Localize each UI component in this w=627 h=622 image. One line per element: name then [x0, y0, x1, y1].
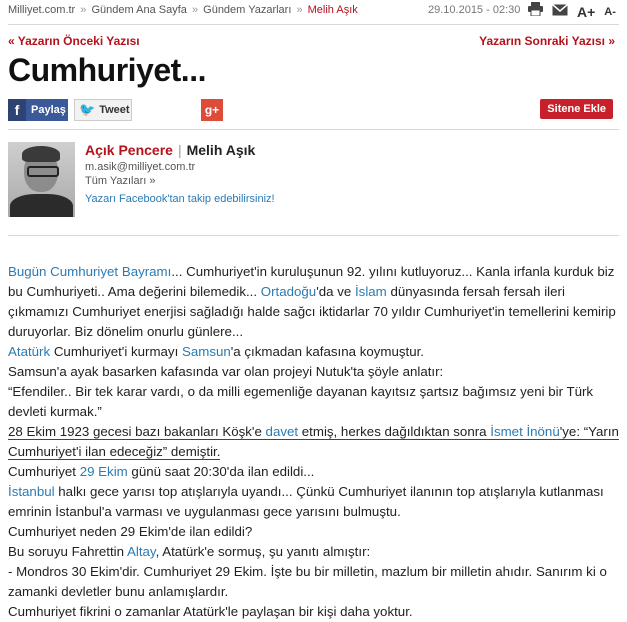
separator: |	[177, 142, 182, 158]
previous-post-link[interactable]: « Yazarın Önceki Yazısı	[8, 34, 140, 48]
twitter-icon: 🐦	[79, 102, 96, 117]
text: 'da ve	[316, 284, 355, 299]
article-link[interactable]: 29 Ekim	[79, 464, 128, 479]
article-link[interactable]: Altay	[127, 544, 156, 559]
paragraph	[8, 482, 620, 522]
article-link[interactable]: İsmet İnönü	[490, 424, 560, 439]
font-increase-button[interactable]: A+	[577, 3, 596, 20]
mail-icon[interactable]	[552, 3, 568, 21]
author-avatar[interactable]	[8, 142, 75, 217]
text: ... Cumhuriyet'in kuruluşunun 92. yılını kutluyoruz... Kanla irfanla kurduk biz bu Cumhuriyeti.. Ama değerini bilemedik...	[8, 264, 615, 299]
text: dünyasında fersah fersah ileri çıkmamızı Cumhuriyet enerjisi sağladığı halde sağcı iktidarlar 70 yıldır Cumhuriyet'in temellerini kemirip duruyorlar. Biz dönelim onurlu günlere...	[8, 284, 616, 339]
breadcrumb-site[interactable]: Milliyet.com.tr	[8, 4, 76, 16]
paragraph: Samsun'a ayak basarken kafasında var olan projeyi Nutuk'ta şöyle anlatır:	[8, 364, 444, 379]
font-decrease-button[interactable]: A-	[604, 5, 616, 18]
print-icon[interactable]	[528, 2, 543, 21]
paragraph: - Mondros 30 Ekim'dir. Cumhuriyet 29 Ekim. İşte bu bir milletin, mazlum bir milletin ahıdır. Sanırım ki o zamanki devletler bunu anlamışlardır.	[8, 564, 607, 599]
text: Bu soruyu Fahrettin	[8, 544, 127, 559]
text: günü saat 20:30'da ilan edildi...	[127, 464, 315, 479]
facebook-icon: f	[8, 99, 26, 121]
paragraph: “Efendiler.. Bir tek karar vardı, o da milli egemenliğe dayanan kayıtsız şartsız bağımsız yeni bir Türk devleti kurmak.”	[8, 384, 594, 419]
paragraph	[8, 542, 620, 562]
divider	[8, 129, 619, 130]
article-link[interactable]: İstanbul	[8, 484, 55, 499]
text: Cumhuriyet	[8, 464, 80, 479]
paragraph	[8, 342, 620, 362]
article-link[interactable]: İslam	[354, 284, 387, 299]
add-to-site-button[interactable]: Sitene Ekle	[540, 99, 613, 119]
text: 28 Ekim 1923 gecesi bazı bakanları Köşk'e	[8, 424, 266, 439]
divider	[8, 24, 619, 25]
article-link[interactable]: Bugün Cumhuriyet Bayramı	[8, 264, 172, 279]
paragraph	[8, 262, 620, 342]
article-body	[8, 262, 620, 622]
article-link[interactable]: Ortadoğu	[260, 284, 317, 299]
article-link[interactable]: Atatürk	[8, 344, 51, 359]
author-email[interactable]: m.asik@milliyet.com.tr	[85, 161, 196, 173]
breadcrumb-separator: »	[191, 4, 199, 16]
facebook-follow-link[interactable]: Yazarı Facebook'tan takip edebilirsiniz!	[85, 193, 275, 205]
twitter-share-label: Tweet	[99, 104, 130, 116]
article-link[interactable]: Samsun	[181, 344, 231, 359]
facebook-share-label: Paylaş	[31, 104, 66, 116]
text: halkı gece yarısı top atışlarıyla uyandı... Çünkü Cumhuriyet ilanının top atışlarıyla kutlanması emrinin İstanbul'a varması ve uygulanması gece yarısını bulmuştu.	[8, 484, 604, 519]
breadcrumb-current: Melih Aşık	[307, 4, 358, 16]
article-title: Cumhuriyet...	[8, 52, 206, 88]
author-name-link[interactable]: Melih Aşık	[186, 142, 256, 158]
highlighted-paragraph	[8, 422, 620, 462]
next-post-link[interactable]: Yazarın Sonraki Yazısı »	[479, 34, 615, 48]
all-posts-link[interactable]: Tüm Yazıları »	[85, 175, 156, 187]
text: 'ye: “Yarın Cumhuriyet'i ilan edeceğiz” demiştir.	[8, 424, 619, 459]
paragraph: Cumhuriyet fikrini o zamanlar Atatürk'le paylaşan bir kişi daha yoktur.	[8, 604, 413, 619]
publish-date: 29.10.2015 - 02:30	[428, 4, 521, 16]
article-tools	[528, 2, 616, 21]
text: 'a çıkmadan kafasına koymuştur.	[230, 344, 424, 359]
text: Cumhuriyet'i kurmayı	[50, 344, 182, 359]
author-heading	[85, 142, 255, 158]
text: etmiş, herkes dağıldıktan sonra	[298, 424, 491, 439]
twitter-share-button[interactable]	[74, 99, 132, 121]
paragraph: Cumhuriyet neden 29 Ekim'de ilan edildi?	[8, 524, 253, 539]
column-name-link[interactable]: Açık Pencere	[85, 142, 173, 158]
paragraph	[8, 462, 620, 482]
article-link[interactable]: davet	[265, 424, 299, 439]
breadcrumb-separator: »	[296, 4, 303, 16]
breadcrumb-item-yazarlar[interactable]: Gündem Yazarları	[203, 4, 292, 16]
breadcrumb-separator: »	[80, 4, 87, 16]
divider	[8, 235, 619, 236]
text: , Atatürk'e sormuş, şu yanıtı almıştır:	[155, 544, 371, 559]
breadcrumb-item-gundem[interactable]: Gündem Ana Sayfa	[91, 4, 187, 16]
breadcrumb	[8, 4, 358, 16]
gplus-share-button[interactable]: g+	[201, 99, 223, 121]
facebook-share-button[interactable]	[8, 99, 68, 121]
